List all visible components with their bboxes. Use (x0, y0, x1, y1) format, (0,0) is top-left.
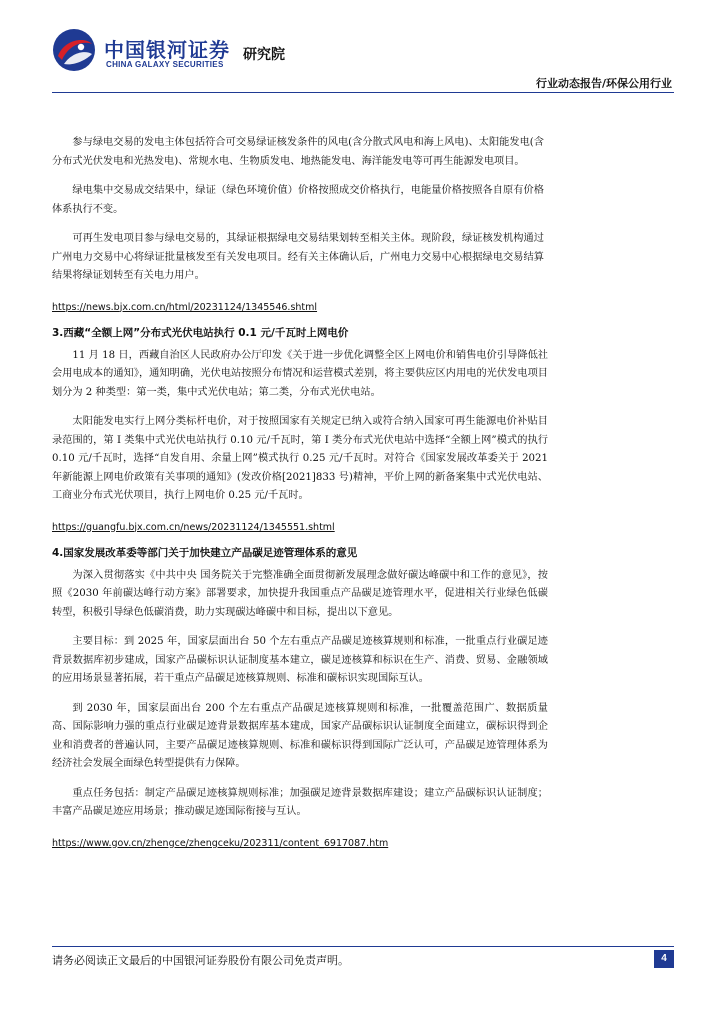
paragraph: 11 月 18 日，西藏自治区人民政府办公厅印发《关于进一步优化调整全区上网电价和销售电价引导降低社会用电成本的通知》，通知明确，光伏电站按照分布情况和运营模式差别，将主要供应区内用电的光伏发电项目划分为 2 种类型：第一类，集中式光伏电站；第二类，分布式光伏电站。 (52, 349, 548, 398)
paragraph: 主要目标：到 2025 年，国家层面出台 50 个左右重点产品碳足迹核算规则和标准，一批重点行业碳足迹背景数据库初步建成，国家产品碳标识认证制度基本建立，碳足迹核算和标识在生产、消费、贸易、金融领域的应用场景显著拓展，若干重点产品碳足迹核算规则、标准和碳标识实现国际互认。 (52, 636, 548, 684)
report-type: 行业动态报告/环保公用行业 (535, 77, 672, 90)
brand-name-cn: 中国银河证券 (104, 38, 230, 62)
institute-label: 研究院 (243, 47, 285, 63)
paragraph: 可再生发电项目参与绿电交易的，其绿证根据绿电交易结果划转至相关主体。现阶段，绿证核发机构通过广州电力交易中心将绿证批量核发至有关发电项目。经有关主体确认后，广州电力交易中心根据绿电交易结算结果将绿证划转至有关电力用户。 (52, 233, 544, 281)
paragraph: 重点任务包括：制定产品碳足迹核算规则标准；加强碳足迹背景数据库建设；建立产品碳标识认证制度；丰富产品碳足迹应用场景；推动碳足迹国际衔接与互认。 (52, 787, 548, 817)
paragraph: 绿电集中交易成交结果中，绿证（绿色环境价值）价格按照成交价格执行，电能量价格按照各自原有价格体系执行不变。 (52, 185, 544, 215)
disclaimer-text: 请务必阅读正文最后的中国银河证券股份有限公司免责声明。 (52, 954, 349, 967)
galaxy-logo-icon (50, 26, 98, 74)
section-title: 3.西藏“全额上网”分布式光伏电站执行 0.1 元/千瓦时上网电价 (52, 326, 349, 339)
paragraph: 参与绿电交易的发电主体包括符合可交易绿证核发条件的风电(含分散式风电和海上风电)、太阳能发电(含分布式光伏发电和光热发电)、常规水电、生物质发电、地热能发电、海洋能发电等可再生能源发电项目。 (52, 137, 544, 167)
source-link[interactable]: https://news.bjx.com.cn/html/20231124/1345546.shtml (52, 301, 318, 313)
section-title: 4.国家发展改革委等部门关于加快建立产品碳足迹管理体系的意见 (52, 546, 358, 559)
paragraph: 为深入贯彻落实《中共中央 国务院关于完整准确全面贯彻新发展理念做好碳达峰碳中和工作的意见》，按照《2030 年前碳达峰行动方案》部署要求，加快提升我国重点产品碳足迹管理水平，促进相关行业绿色低碳转型，积极引导绿色低碳消费，助力实现碳达峰碳中和目标，提出以下意见。 (52, 569, 548, 618)
brand-name-en: CHINA GALAXY SECURITIES (106, 60, 224, 69)
header-divider (52, 92, 674, 93)
source-link[interactable]: https://www.gov.cn/zhengce/zhengceku/202311/content_6917087.htm (52, 837, 389, 849)
main-content (52, 134, 552, 851)
footer-divider (52, 946, 674, 947)
page-header (0, 0, 724, 100)
page-number: 4 (654, 950, 674, 968)
paragraph: 太阳能发电实行上网分类标杆电价，对于按照国家有关规定已纳入或符合纳入国家可再生能源电价补贴目录范围的，第 I 类集中式光伏电站执行 0.10 元/千瓦时，第 I 类分布式光伏电站中选择“全额上网”模式的执行 0.10 元/千瓦时，选择“自发自用、余量上网”模式执行 0.25 元/千瓦时。对符合《国家发展改革委关于 2021 年新能源上网电价政策有关事项的通知》(发改价格[2021]833 号)精神，平价上网的新备案集中式光伏电站、工商业分布式光伏项目，执行上网电价 0.25 元/千瓦时。 (52, 416, 548, 501)
source-link[interactable]: https://guangfu.bjx.com.cn/news/20231124/1345551.shtml (52, 521, 335, 533)
paragraph: 到 2030 年，国家层面出台 200 个左右重点产品碳足迹核算规则和标准，一批覆盖范围广、数据质量高、国际影响力强的重点行业碳足迹背景数据库基本建成，国家产品碳标识认证制度全面建立，碳标识得到企业和消费者的普遍认同，主要产品碳足迹核算规则、标准和碳标识得到国际广泛认可，产品碳足迹管理体系为经济社会发展全面绿色转型提供有力保障。 (52, 702, 548, 769)
